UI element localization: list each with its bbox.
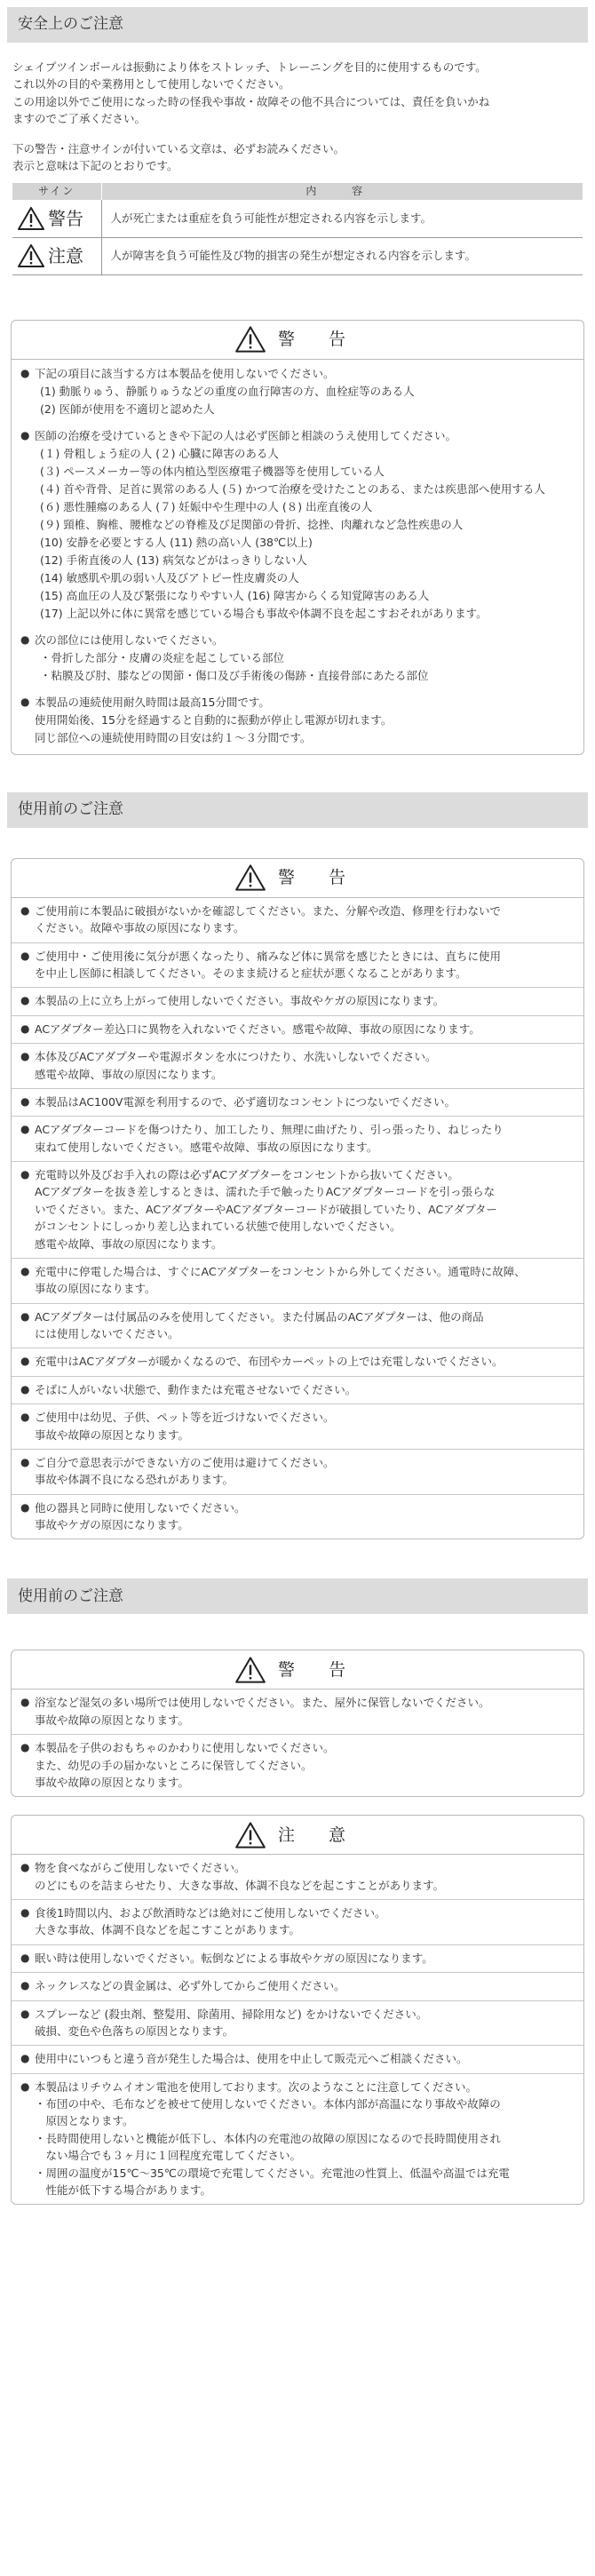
item-text xyxy=(35,1739,575,1791)
item-line: 眠い時は使用しないでください。転倒などによる事故やケガの原因になります。 xyxy=(35,1951,433,1965)
list-item xyxy=(12,1404,583,1450)
section-title-safety xyxy=(7,7,588,43)
list-item xyxy=(12,1855,583,1900)
sub-item: (４) 首や背骨、足首に異常のある人 (５) かつて治療を受けたことのある、または疾患部へ使用する人 xyxy=(40,481,545,496)
item-text xyxy=(35,1166,575,1252)
warning-triangle-icon xyxy=(235,864,266,891)
intro-line: 下の警告・注意サインが付いている文章は、必ずお読みください。 xyxy=(12,141,345,155)
bullet-dot-icon: ● xyxy=(20,1455,30,1468)
list-item xyxy=(12,1973,583,2000)
item-line: いでください。また、ACアダプターやACアダプターコードが破損していたり、ACアダプター xyxy=(35,1202,497,1216)
list-item xyxy=(12,988,583,1015)
list-item xyxy=(12,2074,583,2205)
card-items xyxy=(12,898,583,1539)
card-header xyxy=(12,1816,583,1855)
item-line: を中止し医師に相談してください。そのまま続けると症状が悪くなることがあります。 xyxy=(35,966,467,981)
card-title: 警 告 xyxy=(277,868,361,888)
item-text xyxy=(35,2050,575,2067)
item-line: ください。故障や事故の原因になります。 xyxy=(35,921,245,935)
item-text xyxy=(35,1021,575,1038)
warning-triangle-icon xyxy=(18,207,44,230)
item-line: 本製品を子供のおもちゃのかわりに使用しないでください。 xyxy=(35,1741,335,1755)
warning-block xyxy=(20,694,575,747)
item-text xyxy=(35,1093,575,1110)
sub-item: (６) 悪性腫瘍のある人 (７) 妊娠中や生理中の人 (８) 出産直後の人 xyxy=(40,499,373,513)
item-line: 本製品の上に立ち上がって使用しないでください。事故やケガの原因になります。 xyxy=(35,994,445,1008)
sign-table xyxy=(12,183,583,275)
item-text xyxy=(35,1048,575,1083)
item-line: ない場合でも３ヶ月に１回程度充電してください。 xyxy=(35,2149,302,2163)
card-title: 警 告 xyxy=(277,330,361,350)
item-line: 感電や故障、事故の原因になります。 xyxy=(35,1067,223,1081)
sub-item: ・粘膜及び肘、膝などの関節・傷口及び手術後の傷跡・直接骨部にあたる部位 xyxy=(40,668,429,682)
bullet-dot-icon: ● xyxy=(20,1168,30,1181)
item-text xyxy=(35,1409,575,1443)
item-line: そばに人がいない状態で、動作または充電させないでください。 xyxy=(35,1382,357,1396)
list-item xyxy=(12,1735,583,1796)
bullet-dot-icon: ● xyxy=(20,1123,30,1136)
sub-item: (2) 医師が使用を不適切と認めた人 xyxy=(40,402,215,416)
item-text xyxy=(35,1353,575,1370)
sub-item: ・骨折した部分・皮膚の炎症を起こしている部位 xyxy=(40,650,285,664)
intro-text xyxy=(0,43,595,178)
bullet-text: 下記の項目に該当する方は本製品を使用しないでください。 xyxy=(35,366,335,380)
warning-block xyxy=(20,632,575,685)
sub-item: (１) 骨粗しょう症の人 (２) 心臓に障害のある人 xyxy=(40,446,279,460)
list-item xyxy=(12,1690,583,1735)
sub-item: (14) 敏感肌や肌の弱い人及びアトピー性皮膚炎の人 xyxy=(40,570,299,584)
item-line: 事故やケガの原因になります。 xyxy=(35,1518,189,1532)
list-item xyxy=(12,1900,583,1945)
item-line: 食後1時間以内、および飲酒時などは絶対にご使用しないでください。 xyxy=(35,1906,386,1920)
continuation-line: 使用開始後、15分を経過すると自動的に振動が停止し電源が切れます。 xyxy=(35,712,393,727)
bullet-dot-icon: ● xyxy=(20,695,30,708)
item-text xyxy=(35,1859,575,1894)
sign-text: 人が障害を負う可能性及び物的損害の発生が想定される内容を示します。 xyxy=(101,237,583,274)
bullet-dot-icon: ● xyxy=(20,1309,30,1323)
list-item xyxy=(12,898,583,943)
warning-triangle-icon xyxy=(18,244,44,267)
item-line: 束ねて使用しないでください。感電や故障、事故の原因になります。 xyxy=(35,1140,378,1154)
list-item xyxy=(12,1162,583,1259)
warning-triangle-icon xyxy=(235,326,266,353)
item-line: ネックレスなどの貴金属は、必ず外してからご使用ください。 xyxy=(35,1979,345,1993)
item-line: 大きな事故、体調不良などを起こすことがあります。 xyxy=(35,1923,301,1937)
item-text xyxy=(35,948,575,982)
list-item xyxy=(12,1016,583,1044)
item-line: ACアダプター差込口に異物を入れないでください。感電や故障、事故の原因になります。 xyxy=(35,1022,480,1036)
card-body xyxy=(12,360,583,754)
warning-block xyxy=(20,427,575,623)
item-text xyxy=(35,902,575,937)
item-line: ご自分で意思表示ができない方のご使用は避けてください。 xyxy=(35,1455,335,1469)
item-text xyxy=(35,1499,575,1534)
item-line: 事故の原因になります。 xyxy=(35,1282,156,1296)
item-text xyxy=(35,992,575,1009)
item-line: 充電時以外及びお手入れの際は必ずACアダプターをコンセントから抜いてください。 xyxy=(35,1168,459,1182)
bullet-dot-icon: ● xyxy=(20,1861,30,1874)
bullet-dot-icon: ● xyxy=(20,994,30,1007)
bullet-line xyxy=(20,632,575,649)
list-item xyxy=(12,1259,583,1304)
intro-line: 表示と意味は下記のとおりです。 xyxy=(12,158,178,172)
item-line: ご使用前に本製品に破損がないかを確認してください。また、分解や改造、修理を行わないで xyxy=(35,903,502,918)
section-title-text: 使用前のご注意 xyxy=(18,1586,123,1605)
bullet-dot-icon: ● xyxy=(20,1500,30,1514)
item-line: ACアダプターを抜き差しするときは、濡れた手で触ったりACアダプターコードを引っ張らな xyxy=(35,1185,496,1199)
intro-line: これ以外の目的や業務用として使用しないでください。 xyxy=(12,77,290,91)
list-item xyxy=(12,2001,583,2047)
list-item xyxy=(12,1117,583,1162)
sign-row-warning xyxy=(12,200,583,237)
item-line: 物を食べながらご使用しないでください。 xyxy=(35,1861,246,1875)
item-line: ご使用中は幼児、子供、ペット等を近づけないでください。 xyxy=(35,1411,335,1425)
sub-item: (1) 動脈りゅう、静脈りゅうなどの重度の血行障害の方、血栓症等のある人 xyxy=(40,384,415,398)
item-text xyxy=(35,1977,575,1994)
sub-item: (９) 頸椎、胸椎、腰椎などの脊椎及び足関節の骨折、捻挫、肉離れなど急性疾患の人 xyxy=(40,517,464,531)
item-line: 本製品はAC100V電源を利用するので、必ず適切なコンセントにつないでください。 xyxy=(35,1094,456,1109)
item-line: 本製品はリチウムイオン電池を使用しております。次のようなことに注意してください。 xyxy=(35,2079,478,2094)
bullet-line xyxy=(20,427,575,445)
item-line: 感電や故障、事故の原因になります。 xyxy=(35,1236,223,1251)
item-line: 事故や故障の原因となります。 xyxy=(35,1775,190,1789)
item-text xyxy=(35,1381,575,1398)
section-title-before-use-2 xyxy=(7,1578,588,1614)
section-title-text: 使用前のご注意 xyxy=(18,800,123,819)
sub-item: (15) 高血圧の人及び緊張になりやすい人 (16) 障害からくる知覚障害のある人 xyxy=(40,588,430,602)
sign-table-header-sign: サイン xyxy=(12,183,101,200)
bullet-dot-icon: ● xyxy=(20,1050,30,1063)
caution-card xyxy=(11,1815,584,2205)
item-line: がコンセントにしっかり差し込まれている状態で使用しないでください。 xyxy=(35,1220,401,1234)
item-text xyxy=(35,1694,575,1729)
list-item xyxy=(12,1495,583,1539)
item-text xyxy=(35,1263,575,1298)
bullet-dot-icon: ● xyxy=(20,1264,30,1277)
bullet-dot-icon: ● xyxy=(20,1355,30,1368)
item-line: 充電中はACアダプターが暖かくなるので、布団やカーペットの上では充電しないでください。 xyxy=(35,1355,504,1369)
item-line: ACアダプターは付属品のみを使用してください。また付属品のACアダプターは、他の商品 xyxy=(35,1309,484,1324)
item-line: ・長時間使用しないと機能が低下し、本体内の充電池の故障の原因になるので長時間使用され xyxy=(35,2131,502,2145)
continuation-line: 同じ部位への連続使用時間の目安は約１～３分間です。 xyxy=(35,730,312,744)
list-item xyxy=(12,1044,583,1089)
warning-triangle-icon xyxy=(235,1657,266,1683)
bullet-line xyxy=(20,365,575,383)
item-text xyxy=(35,1454,575,1489)
bullet-dot-icon: ● xyxy=(20,1906,30,1920)
intro-line: ますのでご了承ください。 xyxy=(12,112,147,126)
item-line: 破損、変色や色落ちの原因となります。 xyxy=(35,2023,234,2038)
bullet-dot-icon: ● xyxy=(20,1979,30,1992)
bullet-text: 医師の治療を受けているときや下記の人は必ず医師と相談のうえ使用してください。 xyxy=(35,428,457,442)
warning-block xyxy=(20,365,575,418)
list-item xyxy=(12,2046,583,2073)
item-line: 他の器具と同時に使用しないでください。 xyxy=(35,1500,246,1515)
intro-line: この用途以外でご使用になった時の怪我や事故・故障その他不具合については、責任を負いかね xyxy=(12,94,490,108)
section-title-text: 安全上のご注意 xyxy=(18,15,123,34)
bullet-dot-icon: ● xyxy=(20,949,30,962)
bullet-dot-icon: ● xyxy=(20,428,30,441)
item-text xyxy=(35,1308,575,1343)
item-line: 事故や体調不良になる恐れがあります。 xyxy=(35,1473,234,1487)
sub-item: (12) 手術直後の人 (13) 病気などがはっきりしない人 xyxy=(40,553,307,567)
item-line: 充電中に停電した場合は、すぐにACアダプターをコンセントから外してください。通電時に故障、 xyxy=(35,1264,526,1278)
card-header xyxy=(12,859,583,898)
bullet-dot-icon: ● xyxy=(20,2079,30,2093)
card-header xyxy=(12,321,583,360)
sign-table-header-content: 内 容 xyxy=(101,183,583,200)
bullet-dot-icon: ● xyxy=(20,632,30,646)
item-line: ・布団の中や、毛布などを被せて使用しないでください。本体内部が高温になり事故や故障の xyxy=(35,2097,501,2111)
item-line: ACアダプターコードを傷つけたり、加工したり、無理に曲げたり、引っ張ったり、ねじったり xyxy=(35,1123,504,1137)
item-line: また、幼児の手の届かないところに保管してください。 xyxy=(35,1758,313,1772)
bullet-dot-icon: ● xyxy=(20,2007,30,2020)
bullet-text: 本製品の連続使用耐久時間は最高15分間です。 xyxy=(35,695,270,709)
item-line: 事故や故障の原因となります。 xyxy=(35,1427,190,1442)
list-item xyxy=(12,1348,583,1376)
intro-line: シェイプツインボールは振動により体をストレッチ、トレーニングを目的に使用するものです。 xyxy=(12,60,487,74)
item-text xyxy=(35,1121,575,1156)
item-line: のどにものを詰まらせたり、大きな事故、体調不良などを起こすことがあります。 xyxy=(35,1878,445,1892)
item-line: ご使用中・ご使用後に気分が悪くなったり、痛みなど体に異常を感じたときには、直ちに使用 xyxy=(35,949,502,963)
sub-item: (３) ペースメーカー等の体内植込型医療電子機器等を使用している人 xyxy=(40,464,385,478)
item-text xyxy=(35,2079,575,2199)
list-item xyxy=(12,943,583,989)
card-title: 警 告 xyxy=(277,1659,361,1680)
item-line: 原因となります。 xyxy=(35,2114,134,2128)
item-line: ・周囲の温度が15℃～35℃の環境で充電してください。充電池の性質上、低温や高温では充電 xyxy=(35,2166,510,2180)
sign-row-caution xyxy=(12,237,583,274)
bullet-dot-icon: ● xyxy=(20,1951,30,1964)
bullet-dot-icon: ● xyxy=(20,1411,30,1424)
warning-card-storage xyxy=(11,1650,584,1797)
sub-item: (10) 安静を必要とする人 (11) 熱の高い人 (38℃以上) xyxy=(40,535,313,549)
item-line: 浴室など湿気の多い場所では使用しないでください。また、屋外に保管しないでください。 xyxy=(35,1696,490,1710)
item-text xyxy=(35,2006,575,2040)
item-line: 性能が低下する場合があります。 xyxy=(35,2182,212,2197)
bullet-dot-icon: ● xyxy=(20,1696,30,1709)
item-line: 事故や故障の原因となります。 xyxy=(35,1713,190,1727)
card-header xyxy=(12,1650,583,1690)
bullet-dot-icon: ● xyxy=(20,1741,30,1754)
item-text xyxy=(35,1904,575,1939)
item-line: スプレーなど (殺虫剤、整髪用、除菌用、掃除用など) をかけないでください。 xyxy=(35,2007,428,2021)
item-text xyxy=(35,1950,575,1967)
bullet-dot-icon: ● xyxy=(20,2052,30,2065)
card-items xyxy=(12,1855,583,2204)
warning-triangle-icon xyxy=(235,1822,266,1849)
warning-card-before-use xyxy=(11,858,584,1540)
card-title: 注 意 xyxy=(277,1825,361,1845)
bullet-text: 次の部位には使用しないでください。 xyxy=(35,632,224,647)
list-item xyxy=(12,1304,583,1349)
sub-item: (17) 上記以外に体に異常を感じている場合も事故や体調不良を起こすおそれがあります。 xyxy=(40,606,488,620)
bullet-dot-icon: ● xyxy=(20,1022,30,1035)
section-title-before-use xyxy=(7,792,588,828)
sign-label: 警告 xyxy=(48,208,83,230)
bullet-dot-icon: ● xyxy=(20,903,30,917)
bullet-dot-icon: ● xyxy=(20,1382,30,1395)
list-item xyxy=(12,1450,583,1495)
list-item xyxy=(12,1377,583,1404)
sign-label: 注意 xyxy=(48,245,83,267)
item-line: 使用中にいつもと違う音が発生した場合は、使用を中止して販売元へご相談ください。 xyxy=(35,2052,468,2066)
warning-card-general xyxy=(11,320,584,755)
list-item xyxy=(12,1089,583,1117)
bullet-dot-icon: ● xyxy=(20,1094,30,1108)
card-items xyxy=(12,1690,583,1796)
item-line: には使用しないでください。 xyxy=(35,1327,179,1341)
bullet-dot-icon: ● xyxy=(20,366,30,379)
list-item xyxy=(12,1945,583,1973)
bullet-line xyxy=(20,694,575,712)
sign-text: 人が死亡または重症を負う可能性が想定される内容を示します。 xyxy=(101,200,583,237)
item-line: 本体及びACアダプターや電源ボタンを水につけたり、水洗いしないでください。 xyxy=(35,1050,437,1064)
